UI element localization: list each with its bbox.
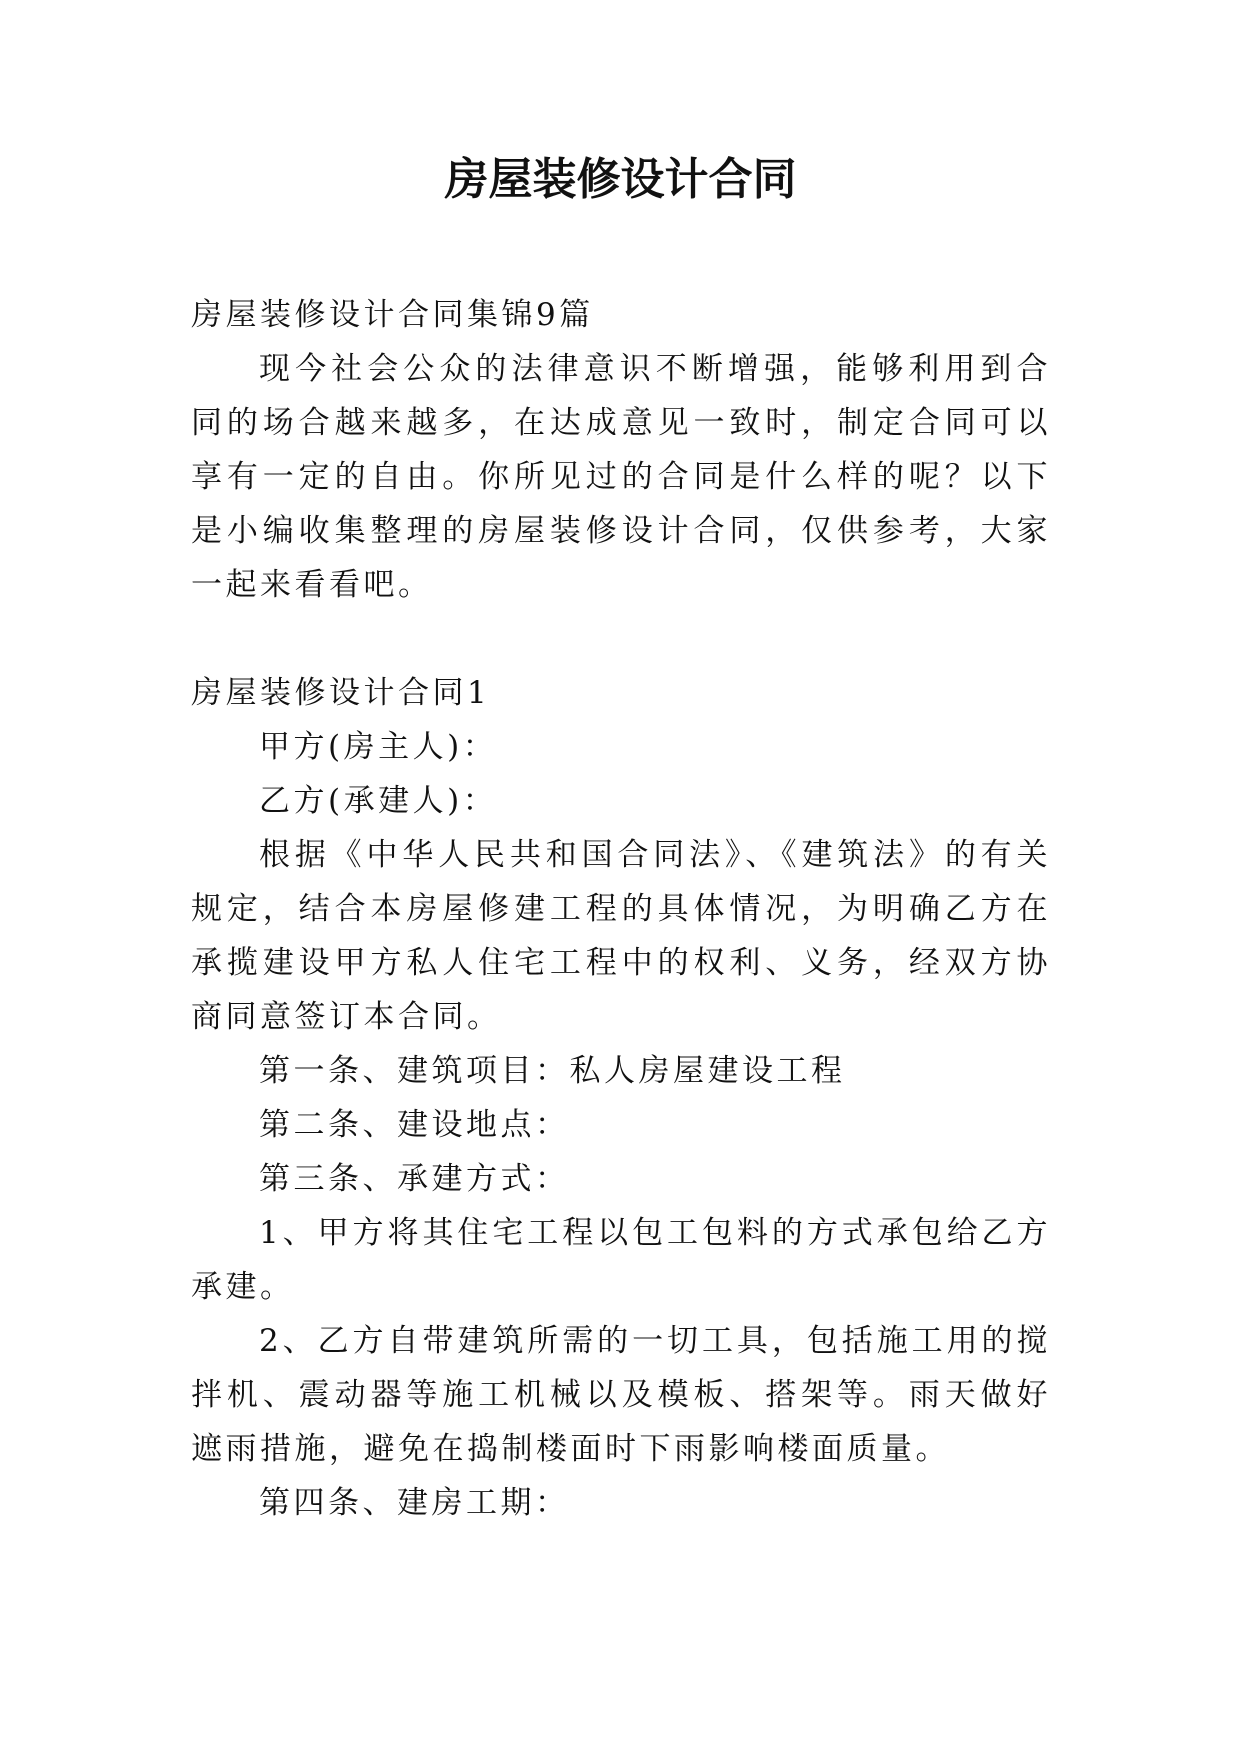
paragraph-spacer <box>191 612 1051 666</box>
document-body <box>191 288 1051 1530</box>
section-heading: 房屋装修设计合同1 <box>191 675 491 711</box>
article-2: 第二条、建设地点： <box>259 1107 570 1143</box>
article-4: 第四条、建房工期： <box>259 1485 570 1521</box>
document-subtitle: 房屋装修设计合同集锦9篇 <box>191 297 594 333</box>
party-a-line: 甲方(房主人)： <box>259 729 498 765</box>
party-b-line: 乙方(承建人)： <box>259 783 498 819</box>
clause-2: 2、乙方自带建筑所需的一切工具，包括施工用的搅拌机、震动器等施工机械以及模板、搭架等。雨天做好遮雨措施，避免在捣制楼面时下雨影响楼面质量。 <box>191 1323 1051 1467</box>
article-1: 第一条、建筑项目：私人房屋建设工程 <box>259 1053 846 1089</box>
intro-paragraph: 现今社会公众的法律意识不断增强，能够利用到合同的场合越来越多，在达成意见一致时，制定合同可以享有一定的自由。你所见过的合同是什么样的呢？以下是小编收集整理的房屋装修设计合同，仅供参考，大家一起来看看吧。 <box>191 351 1051 603</box>
clause-1: 1、甲方将其住宅工程以包工包料的方式承包给乙方承建。 <box>191 1215 1051 1305</box>
document-title: 房屋装修设计合同 <box>444 154 797 205</box>
article-3: 第三条、承建方式： <box>259 1161 570 1197</box>
preamble-paragraph: 根据《中华人民共和国合同法》、《建筑法》的有关规定，结合本房屋修建工程的具体情况，为明确乙方在承揽建设甲方私人住宅工程中的权利、义务，经双方协商同意签订本合同。 <box>191 837 1051 1035</box>
